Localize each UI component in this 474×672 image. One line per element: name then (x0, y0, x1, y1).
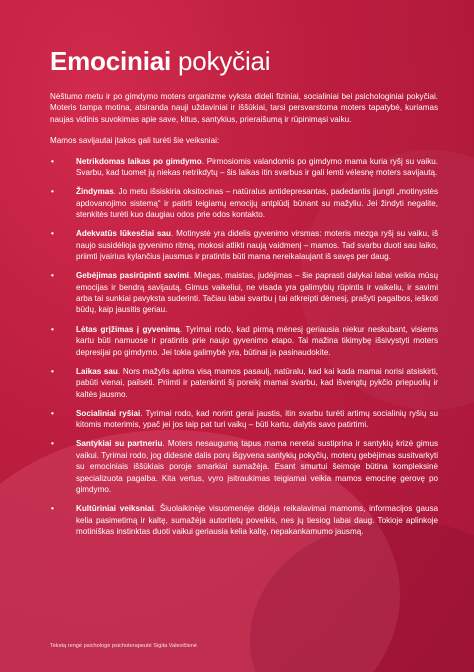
bullet-icon: • (51, 229, 54, 239)
factor-term: Adekvatūs lūkesčiai sau (76, 229, 171, 239)
bullet-icon: • (51, 439, 54, 449)
factor-term: Kultūriniai veiksniai (76, 504, 154, 514)
factor-list (50, 156, 438, 538)
factor-text: . Motinystė yra didelis gyvenimo virsmas: moteris mezga ryšį su vaiku, iš naujo susidėlioja gyvenimo ritmą, mokosi atlikti naują vaidmenį – mamos. Tad svarbu duoti sau laiko, priimti įvairius kylančius jausmus ir pratintis būti mama nereikalaujant iš savęs per daug. (76, 229, 439, 262)
page-title (50, 45, 438, 77)
factor-item (50, 324, 438, 358)
factor-text: . Tyrimai rodo, kad norint gerai jaustis, itin svarbu turėti artimų socialinių ryšių su kitomis moterimis, ypač jei jos taip pat turi vaikų – būti kartu, dalytis savo patirtimi. (76, 408, 438, 430)
factor-item (50, 186, 438, 220)
factor-term: Laikas sau (76, 366, 118, 376)
factor-item (50, 270, 438, 316)
intro-paragraph: Nėštumo metu ir po gimdymo moters organizme vyksta dideli fiziniai, socialiniai bei psichologiniai pokyčiai. Moteris tampa motina, atsiranda nauji uždaviniai ir iššūkiai, tarsi persvarstoma moters tapatybė, kuriamas naujas vidinis suvokimas apie save, kitus, santykius, prieraišumą ir rūpinimąsi vaiku. (50, 92, 438, 124)
factor-item (50, 503, 438, 537)
bullet-icon: • (51, 408, 54, 418)
factor-text: . Šiuolaikinėje visuomenėje didėja reikalavimai mamoms, informacijos gausa kelia pasimetimą ir kaltę, sumažėja autoritetų poveikis, nes jų tiesiog labai daug. Tokioje aplinkoje motiniškas instinktas duoti vaikui geriausia kelia kaltę, nepakankamumo jausmą. (76, 504, 439, 536)
factor-term: Gebėjimas pasirūpinti savimi (76, 271, 190, 281)
factor-item (50, 156, 438, 179)
factor-term: Socialiniai ryšiai (76, 408, 141, 418)
factor-text: . Moters nesaugumą tapus mama neretai sustiprina ir santykių krizė gimus vaikui. Tyrimai rodo, jog didesnė dalis porų išgyvena santykių pokyčių, moterų gebėjimas susitvarkyti su emociniais iššūkiais poroje smarkiai sumažėja. Esant smurtui šeimoje būtina kompleksinė specializuota pagalba. Kita vertus, vyro įsitraukimas teigiamai veikia mamos emocinę gerovę po gimdymo. (76, 439, 438, 494)
bullet-icon: • (51, 156, 54, 166)
bullet-icon: • (51, 187, 54, 197)
bullet-icon: • (51, 504, 54, 514)
factor-item (50, 408, 438, 431)
factor-item (50, 228, 438, 262)
factor-term: Santykiai su partneriu (76, 439, 163, 449)
content (50, 45, 438, 545)
title-light: pokyčiai (178, 46, 271, 76)
factor-item (50, 366, 438, 400)
lead-paragraph: Mamos savijautai įtakos gali turėti šie veiksniai: (50, 136, 220, 146)
factor-term: Netrikdomas laikas po gimdymo (76, 156, 202, 166)
factor-text: . Nors mažylis apima visą mamos pasaulį, natūralu, kad kai kada mamai norisi atsiskirti, pabūti vienai, pailsėti. Priimti ir patenkinti šį poreikį mamai svarbu, kad išvengtų pykčio priepuolių ir kaltės jausmo. (76, 366, 438, 399)
bullet-icon: • (51, 324, 54, 334)
factor-text: . Tyrimai rodo, kad pirmą mėnesį geriausia niekur neskubant, visiems kartu būti namuose ir pratintis prie naujo gyvenimo etapo. Tai mažina tikimybę išsivystyti moters depresijai po gimdymo. Jei tokia galimybė yra, būtinai ja pasinaudokite. (76, 324, 438, 357)
factor-text: . Pirmosiomis valandomis po gimdymo mama kuria ryšį su vaiku. Svarbu, kad tuomet jų niekas netrikdytų – šis laikas itin svarbus ir gali lemti vėlesnę moters savijautą. (76, 156, 438, 178)
factor-item (50, 438, 438, 495)
factor-term: Lėtas grįžimas į gyvenimą (76, 324, 180, 334)
factor-text: . Jo metu išsiskiria oksitocinas – natūralus antidepresantas, padedantis įjungti „motinystės apdovanojimo sistemą“ ir patirti teigiamų emocijų antplūdį būnant su mažyliu. Jei žindyti negalite, stenkitės turėti kuo daugiau odos prie odos kontakto. (76, 187, 438, 220)
factor-text: . Miegas, maistas, judėjimas – šie paprasti dalykai labai veikia mūsų emocijas ir bendrą savijautą. Gimus vaikeliui, ne visada yra galimybių rūpintis ir vaikeliu, ir savimi arba tai sunkiai pavyksta suderinti. Tačiau labai svarbu į tai atkreipti dėmesį, prašyti pagalbos, ieškoti būdų, kaip jausitis geriau. (76, 271, 438, 315)
author-credit: Tekstą rengė psichologė psichoterapeutė Sigita Valevičienė (50, 643, 197, 649)
bullet-icon: • (51, 366, 54, 376)
factor-term: Žindymas (76, 187, 114, 197)
bullet-icon: • (51, 271, 54, 281)
title-bold: Emociniai (50, 46, 172, 76)
